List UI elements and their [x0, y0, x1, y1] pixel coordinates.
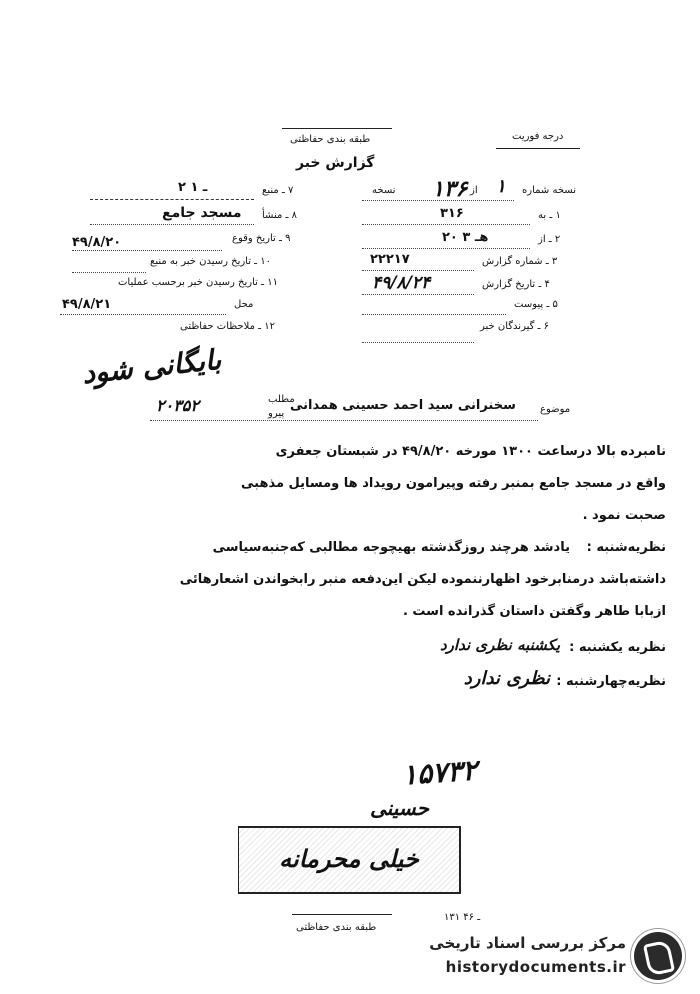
priority-label: درجه فوریت: [512, 131, 564, 142]
recipients-label: ۶ ـ گیرندگان خبر: [480, 321, 550, 332]
location-value: ۴۹/۸/۲۱: [62, 297, 112, 312]
origin-dots: [90, 224, 254, 225]
stamp-text: خیلی محرمانه: [279, 844, 419, 873]
subject-dots: [150, 420, 538, 421]
report-date-value: ۴۹/۸/۲۴: [372, 273, 431, 293]
opinion-2-value: نظری ندارد: [463, 668, 550, 689]
report-date-label: ۴ ـ تاریخ گزارش: [482, 279, 550, 290]
opinion-1-label: نظریه یکشنبه :: [569, 640, 666, 655]
origin-label: ۸ ـ منشأ: [262, 210, 298, 221]
event-date-value: ۴۹/۸/۲۰: [72, 235, 122, 250]
classification-bottom: طبقه بندی حفاظتی: [296, 922, 377, 933]
opinion-source-label: نظریه‌شنبه :: [586, 540, 666, 555]
report-no-label: ۳ ـ شماره گزارش: [482, 256, 558, 267]
copy-no-label: نسخه شماره: [522, 185, 576, 196]
handwritten-name: حسینی: [370, 796, 429, 820]
footer-org-name: مرکز بررسی اسناد تاریخی: [429, 934, 626, 952]
report-no-value: ۲۲۲۱۷: [370, 252, 410, 267]
report-title: گزارش خبر: [296, 155, 375, 171]
location-dots: [60, 314, 226, 315]
body-line-2: واقع در مسجد جامع بمنبر رفته وپیرامون رویداد ها ومسایل مذهبی: [240, 476, 666, 491]
from-label: ۲ ـ از: [538, 234, 561, 245]
location-label: محل: [234, 299, 254, 310]
body-line-4: یادشد هرچند روزگذشته بهیچوجه مطالبی که‌جنبه‌سیاسی: [212, 540, 570, 555]
source-label: ۷ ـ منبع: [262, 185, 294, 196]
body-line-1: نامبرده بالا درساعت ۱۳۰۰ مورخه ۴۹/۸/۲۰ در شبستان جعفری: [275, 444, 666, 459]
from-dots: [362, 248, 530, 249]
body-line-6: ازبابا طاهر وگفتن داستان گذرانده است .: [402, 604, 666, 619]
recipients-dots: [362, 342, 474, 343]
archive-number: ۱۵۷۳۲: [400, 753, 479, 792]
copies-label: نسخه: [372, 185, 396, 196]
receipt-source-label: ۱۰ ـ تاریخ رسیدن خبر به منبع: [150, 256, 272, 267]
copy-no-dots: [362, 200, 514, 201]
opinion-1-value: یکشنبه نظری ندارد: [439, 636, 560, 654]
attachment-label: ۵ ـ پیوست: [514, 299, 558, 310]
form-code: ۱۳۱ ـ ۴۶: [444, 912, 481, 923]
event-date-label: ۹ ـ تاریخ وقوع: [232, 233, 291, 244]
body-line-3: صحبت نمود .: [582, 508, 666, 523]
report-no-dots: [362, 270, 474, 271]
matlab-label: مطلب: [268, 394, 295, 405]
classification-top: طبقه بندی حفاظتی: [290, 134, 371, 145]
subject-label: موضوع: [540, 404, 571, 415]
source-dash: [90, 199, 254, 200]
to-dots: [362, 224, 530, 225]
opinion-2-label: نظریه‌چهارشنبه :: [556, 674, 666, 689]
classification-stamp: [238, 826, 461, 894]
archive-logo-icon: [634, 932, 682, 980]
classification-rule: [282, 128, 392, 129]
copy-no-value: ۱: [496, 176, 506, 197]
body-line-5: داشته‌باشد درمنابرخود اظهارننموده لیکن این‌دفعه منبر رابخواندن اشعارهائی: [179, 572, 666, 587]
event-date-dots: [72, 250, 222, 251]
peyro-label: پیرو: [268, 408, 285, 419]
report-date-dots: [362, 294, 474, 295]
to-label: ۱ ـ به: [538, 210, 561, 221]
attachment-dots: [362, 314, 506, 315]
origin-value: مسجد جامع: [162, 205, 242, 221]
from-value: ۲۰ هـ ۳: [442, 230, 489, 245]
archive-annotation: بایگانی شود: [80, 342, 223, 391]
receipt-ops-label: ۱۱ ـ تاریخ رسیدن خبر برحسب عملیات: [118, 277, 278, 288]
classification-bottom-rule: [292, 914, 392, 915]
notes-label: ۱۲ ـ ملاحظات حفاظتی: [180, 321, 275, 332]
receipt-source-dots: [72, 272, 146, 273]
footer-watermark: [408, 928, 692, 988]
to-value: ۳۱۶: [440, 206, 464, 221]
of-label: از: [470, 185, 478, 196]
source-value: ۲ ـ ۱: [178, 180, 208, 195]
footer-site: historydocuments.ir: [445, 958, 626, 976]
copy-scribble: ۱۳۶: [432, 176, 468, 202]
subject-text: سخنرانی سید احمد حسینی همدانی: [290, 398, 516, 413]
priority-rule: [496, 148, 580, 149]
peyro-value: ۲۰۳۵۲: [156, 396, 199, 415]
